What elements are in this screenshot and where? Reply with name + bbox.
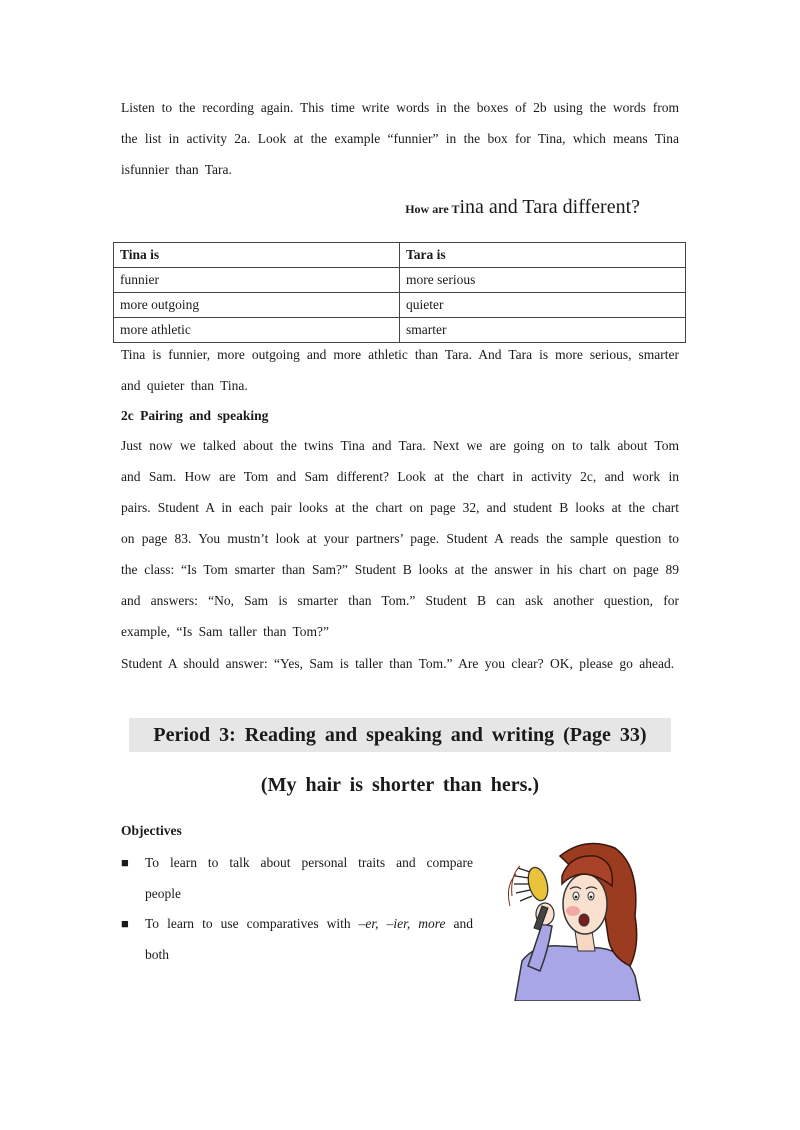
bullet-square-icon: ■ xyxy=(121,916,129,931)
girl-brushing-hair-icon xyxy=(490,836,650,1001)
comparison-table xyxy=(113,242,686,343)
bullet-square-icon: ■ xyxy=(121,855,129,870)
period-subtitle: (My hair is shorter than hers.) xyxy=(260,774,540,796)
objective-text: To learn to talk about personal traits and compare people xyxy=(145,855,473,901)
period-title: Period 3: Reading and speaking and writing (Page 33) xyxy=(129,718,671,752)
intro-paragraph: Listen to the recording again. This time write words in the boxes of 2b using the words from the list in activity 2a. Look at the example “funnier” in the box for Tina, which means Tina isfunnier than Tara. xyxy=(121,100,679,177)
objective-text-post: and both xyxy=(145,916,473,962)
section-2c-paragraph-2: Student A should answer: “Yes, Sam is taller than Tom.” Are you clear? OK, please go ahead. xyxy=(121,656,675,671)
table-header-row xyxy=(114,243,686,268)
table-cell: quieter xyxy=(400,293,686,318)
section-2c-heading: 2c Pairing and speaking xyxy=(121,408,269,423)
table-cell: more athletic xyxy=(114,318,400,343)
table-cell: more outgoing xyxy=(114,293,400,318)
table-header-cell: Tara is xyxy=(400,243,686,268)
table-cell: smarter xyxy=(400,318,686,343)
table-cell: more serious xyxy=(400,268,686,293)
objective-item xyxy=(121,908,473,970)
objective-text-italic: –er, –ier, more xyxy=(358,916,446,931)
summary-paragraph: Tina is funnier, more outgoing and more athletic than Tara. And Tara is more serious, smarter and quieter than Tina. xyxy=(121,347,679,393)
objective-item xyxy=(121,847,473,909)
section-2c-paragraph: Just now we talked about the twins Tina and Tara. Next we are going on to talk about Tom and Sam. How are Tom and Sam different? Look at the chart in activity 2c, and work in pairs. Student A in each pair looks at the chart on page 32, and student B looks at the chart on page 83. You mustn’t look at your partners’ page. Student A reads the sample question to the class: “Is Tom smarter than Sam?” Student B looks at the answer in his chart on page 89 and answers: “No, Sam is smarter than Tom.” Student B can ask another question, for example, “Is Sam taller than Tom?” xyxy=(121,438,679,639)
table-title-small: How are T xyxy=(405,202,460,216)
table-title xyxy=(0,196,640,219)
objective-text-pre: To learn to use comparatives with xyxy=(145,916,359,931)
table-row xyxy=(114,268,686,293)
objective-text xyxy=(121,908,473,970)
objectives-heading: Objectives xyxy=(121,823,182,838)
table-title-large: ina and Tara different? xyxy=(459,196,640,218)
table-cell: funnier xyxy=(114,268,400,293)
table-header-cell: Tina is xyxy=(114,243,400,268)
table-row xyxy=(114,293,686,318)
